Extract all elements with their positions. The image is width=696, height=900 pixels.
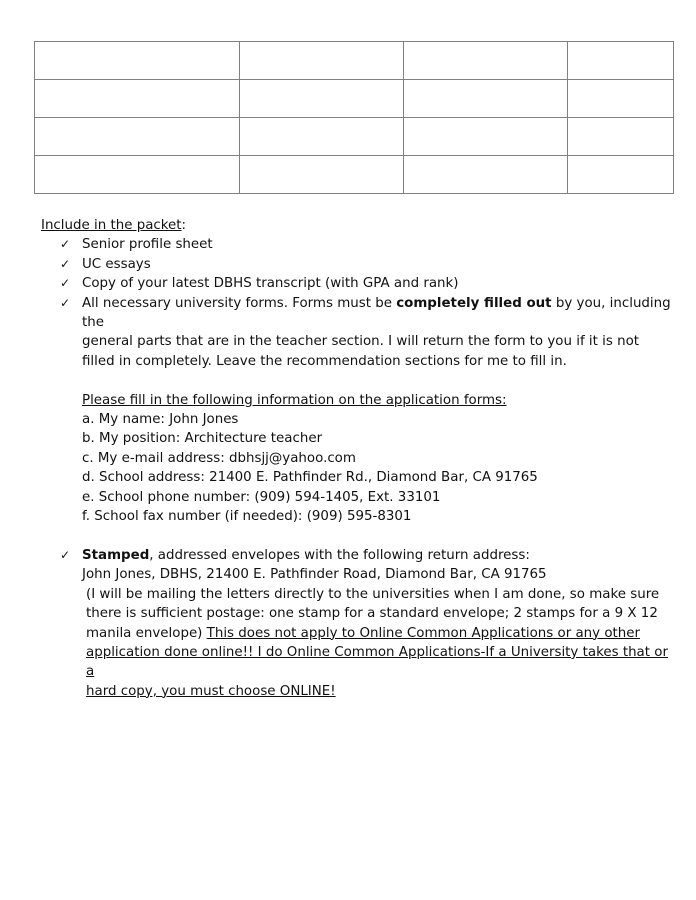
spacer	[41, 371, 671, 390]
table-cell	[35, 118, 240, 156]
packet-item	[41, 255, 671, 274]
application-info	[41, 391, 671, 527]
table-cell	[240, 118, 404, 156]
envelopes-line	[82, 546, 671, 565]
note-line	[86, 624, 671, 643]
note-line: (I will be mailing the letters directly to the universities when I am done, so make sure	[86, 586, 660, 602]
note-line: there is sufficient postage: one stamp for a standard envelope; 2 stamps for a 9 X 12	[86, 606, 658, 622]
table-row	[35, 156, 674, 194]
checkmark-icon: ✓	[60, 547, 71, 562]
spacer	[41, 526, 671, 545]
table-cell	[240, 156, 404, 194]
checkmark-icon: ✓	[60, 295, 71, 310]
envelopes-emphasis: Stamped	[82, 547, 150, 563]
envelopes-note	[41, 585, 671, 701]
table-row	[35, 118, 674, 156]
note-text: manila envelope)	[86, 625, 207, 641]
checkmark-icon: ✓	[60, 237, 71, 252]
note-underlined-text: This does not apply to Online Common Applications or any other	[206, 625, 641, 641]
packet-heading-text: Include in the packet	[41, 218, 182, 233]
packet-item-text: Senior profile sheet	[82, 237, 213, 253]
packet-item	[41, 274, 671, 293]
blank-table	[34, 41, 674, 194]
application-info-line: b. My position: Architecture teacher	[82, 431, 323, 447]
table-cell	[568, 156, 674, 194]
table-cell	[404, 80, 568, 118]
instructions-body	[41, 216, 671, 701]
checkmark-icon: ✓	[60, 256, 71, 271]
envelopes-text: , addressed envelopes with the following return address:	[149, 547, 530, 563]
forms-text: by you, including the	[82, 295, 671, 331]
note-line: application done online!! I do Online Common Applications-If a University takes that or a	[86, 644, 668, 680]
forms-text: All necessary university forms. Forms must be	[82, 295, 397, 311]
table-cell	[240, 80, 404, 118]
application-info-heading: Please fill in the following information on the application forms:	[82, 392, 507, 408]
application-info-line: c. My e-mail address: dbhsjj@yahoo.com	[82, 450, 356, 466]
table-cell	[35, 42, 240, 80]
application-info-line: d. School address: 21400 E. Pathfinder Rd., Diamond Bar, CA 91765	[82, 470, 538, 486]
note-line: hard copy, you must choose ONLINE!	[86, 683, 336, 699]
table-cell	[35, 80, 240, 118]
packet-item-forms	[41, 294, 671, 372]
packet-item-text: Copy of your latest DBHS transcript (with GPA and rank)	[82, 276, 459, 292]
checkmark-icon: ✓	[60, 276, 71, 291]
envelopes-item	[41, 546, 671, 585]
forms-line-2: general parts that are in the teacher section. I will return the form to you if it is not	[82, 334, 640, 350]
packet-item	[41, 235, 671, 254]
table-cell	[568, 42, 674, 80]
return-address: John Jones, DBHS, 21400 E. Pathfinder Road, Diamond Bar, CA 91765	[82, 567, 547, 583]
table-cell	[35, 156, 240, 194]
table-cell	[404, 42, 568, 80]
forms-line-1	[82, 294, 671, 333]
table-row	[35, 42, 674, 80]
table-row	[35, 80, 674, 118]
table-cell	[404, 118, 568, 156]
application-info-line: e. School phone number: (909) 594-1405, Ext. 33101	[82, 489, 441, 505]
application-info-line: a. My name: John Jones	[82, 412, 239, 428]
table-cell	[404, 156, 568, 194]
table-cell	[240, 42, 404, 80]
packet-item-text: UC essays	[82, 256, 151, 272]
forms-emphasis: completely filled out	[396, 295, 552, 311]
application-info-line: f. School fax number (if needed): (909) 595-8301	[82, 509, 412, 525]
table-cell	[568, 118, 674, 156]
packet-heading	[41, 216, 671, 235]
packet-heading-colon: :	[181, 218, 187, 233]
table-cell	[568, 80, 674, 118]
forms-line-3: filled in completely. Leave the recommendation sections for me to fill in.	[82, 353, 567, 369]
